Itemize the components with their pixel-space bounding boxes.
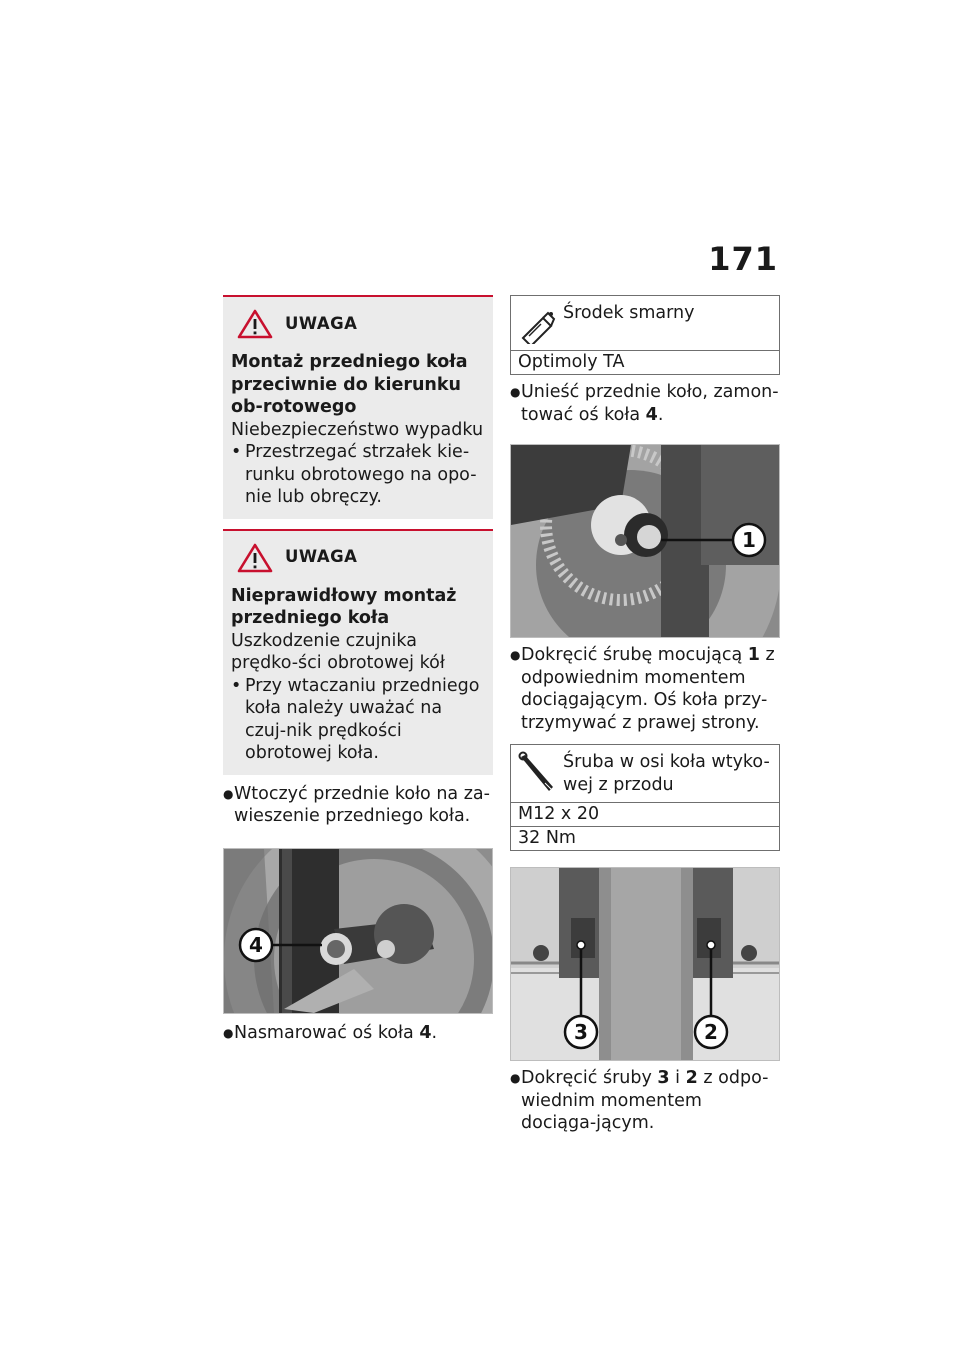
step-marker: ● xyxy=(223,786,234,801)
right-column xyxy=(510,295,780,1135)
step-tighten-clamp-bolt xyxy=(510,644,780,734)
step-marker: ● xyxy=(510,385,521,399)
warning-bullet xyxy=(231,675,485,765)
ref-number: 3 xyxy=(657,1068,670,1088)
warning-subtitle: Uszkodzenie czujnika prędko-ści obrotowej kół xyxy=(231,630,445,673)
warning-title: Nieprawidłowy montaż przedniego koła xyxy=(231,585,457,628)
fork-photo-illustration xyxy=(511,868,779,1060)
grease-tube-icon xyxy=(517,302,557,344)
torque-thread: M12 x 20 xyxy=(511,802,779,826)
photo-axle-lubrication xyxy=(223,848,493,1014)
warning-triangle-icon xyxy=(237,309,273,339)
bullet-marker: • xyxy=(231,675,242,696)
ref-number: 4 xyxy=(419,1022,432,1043)
step-roll-wheel xyxy=(223,783,493,828)
callout-4: 4 xyxy=(249,932,263,957)
axle-bolt-photo-illustration xyxy=(511,445,779,637)
photo-axle-bolt xyxy=(510,444,780,638)
torque-wrench-icon xyxy=(517,751,557,793)
lubricant-header-text: Środek smarny xyxy=(563,303,695,323)
warning-header xyxy=(231,309,485,339)
torque-header-text: Śruba w osi koła wtyko-wej z przodu xyxy=(563,752,770,795)
ref-number: 4 xyxy=(645,404,658,425)
step-text: Wtoczyć przednie koło na za-wieszenie przedniego koła. xyxy=(234,783,490,826)
step-tighten-bolts xyxy=(510,1067,780,1135)
torque-header xyxy=(511,745,779,802)
step-text: Dokręcić śrubę mocującą 1 z odpowiednim momentem dociągającym. Oś koła przy-trzymywać z prawej strony. xyxy=(521,645,775,733)
step-marker: ● xyxy=(510,648,521,662)
torque-table xyxy=(510,744,780,851)
ref-number: 2 xyxy=(685,1068,698,1088)
photo-clamp-bolts xyxy=(510,867,780,1061)
step-mount-axle xyxy=(510,381,780,426)
bullet-marker: • xyxy=(231,442,242,462)
left-column xyxy=(223,295,493,1044)
lubricant-value: Optimoly TA xyxy=(511,350,779,374)
step-text: Nasmarować oś koła 4. xyxy=(234,1022,438,1043)
warning-header xyxy=(231,543,485,573)
warning-label: UWAGA xyxy=(285,313,358,333)
lubricant-header xyxy=(511,296,779,350)
lubricant-table xyxy=(510,295,780,375)
warning-label: UWAGA xyxy=(285,547,358,567)
axle-photo-illustration xyxy=(224,849,492,1013)
warning-bullet xyxy=(231,441,485,509)
callout-2: 2 xyxy=(704,1020,718,1044)
ref-number: 1 xyxy=(747,645,760,665)
torque-value: 32 Nm xyxy=(511,826,779,850)
step-marker: ● xyxy=(510,1071,521,1085)
page-number: 171 xyxy=(708,240,778,278)
warning-subtitle: Niebezpieczeństwo wypadku xyxy=(231,419,484,440)
warning-bullet-text: Przy wtaczaniu przedniego koła należy uważać na czuj-nik prędkości obrotowej koła. xyxy=(245,675,480,763)
warning-title: Montaż przedniego koła przeciwnie do kierunku ob-rotowego xyxy=(231,352,468,417)
step-lubricate-axle xyxy=(223,1022,493,1045)
callout-1: 1 xyxy=(742,528,756,552)
warning-box-rotation xyxy=(223,295,493,519)
step-text: Dokręcić śruby 3 i 2 z odpo-wiednim momentem dociąga-jącym. xyxy=(521,1068,769,1133)
step-marker: ● xyxy=(223,1025,234,1040)
callout-3: 3 xyxy=(574,1020,588,1044)
step-text: Unieść przednie koło, zamon-tować oś koła 4. xyxy=(521,382,779,425)
warning-triangle-icon xyxy=(237,543,273,573)
warning-box-sensor xyxy=(223,529,493,775)
warning-bullet-text: Przestrzegać strzałek kie-runku obrotowego na opo-nie lub obręczy. xyxy=(245,442,477,507)
